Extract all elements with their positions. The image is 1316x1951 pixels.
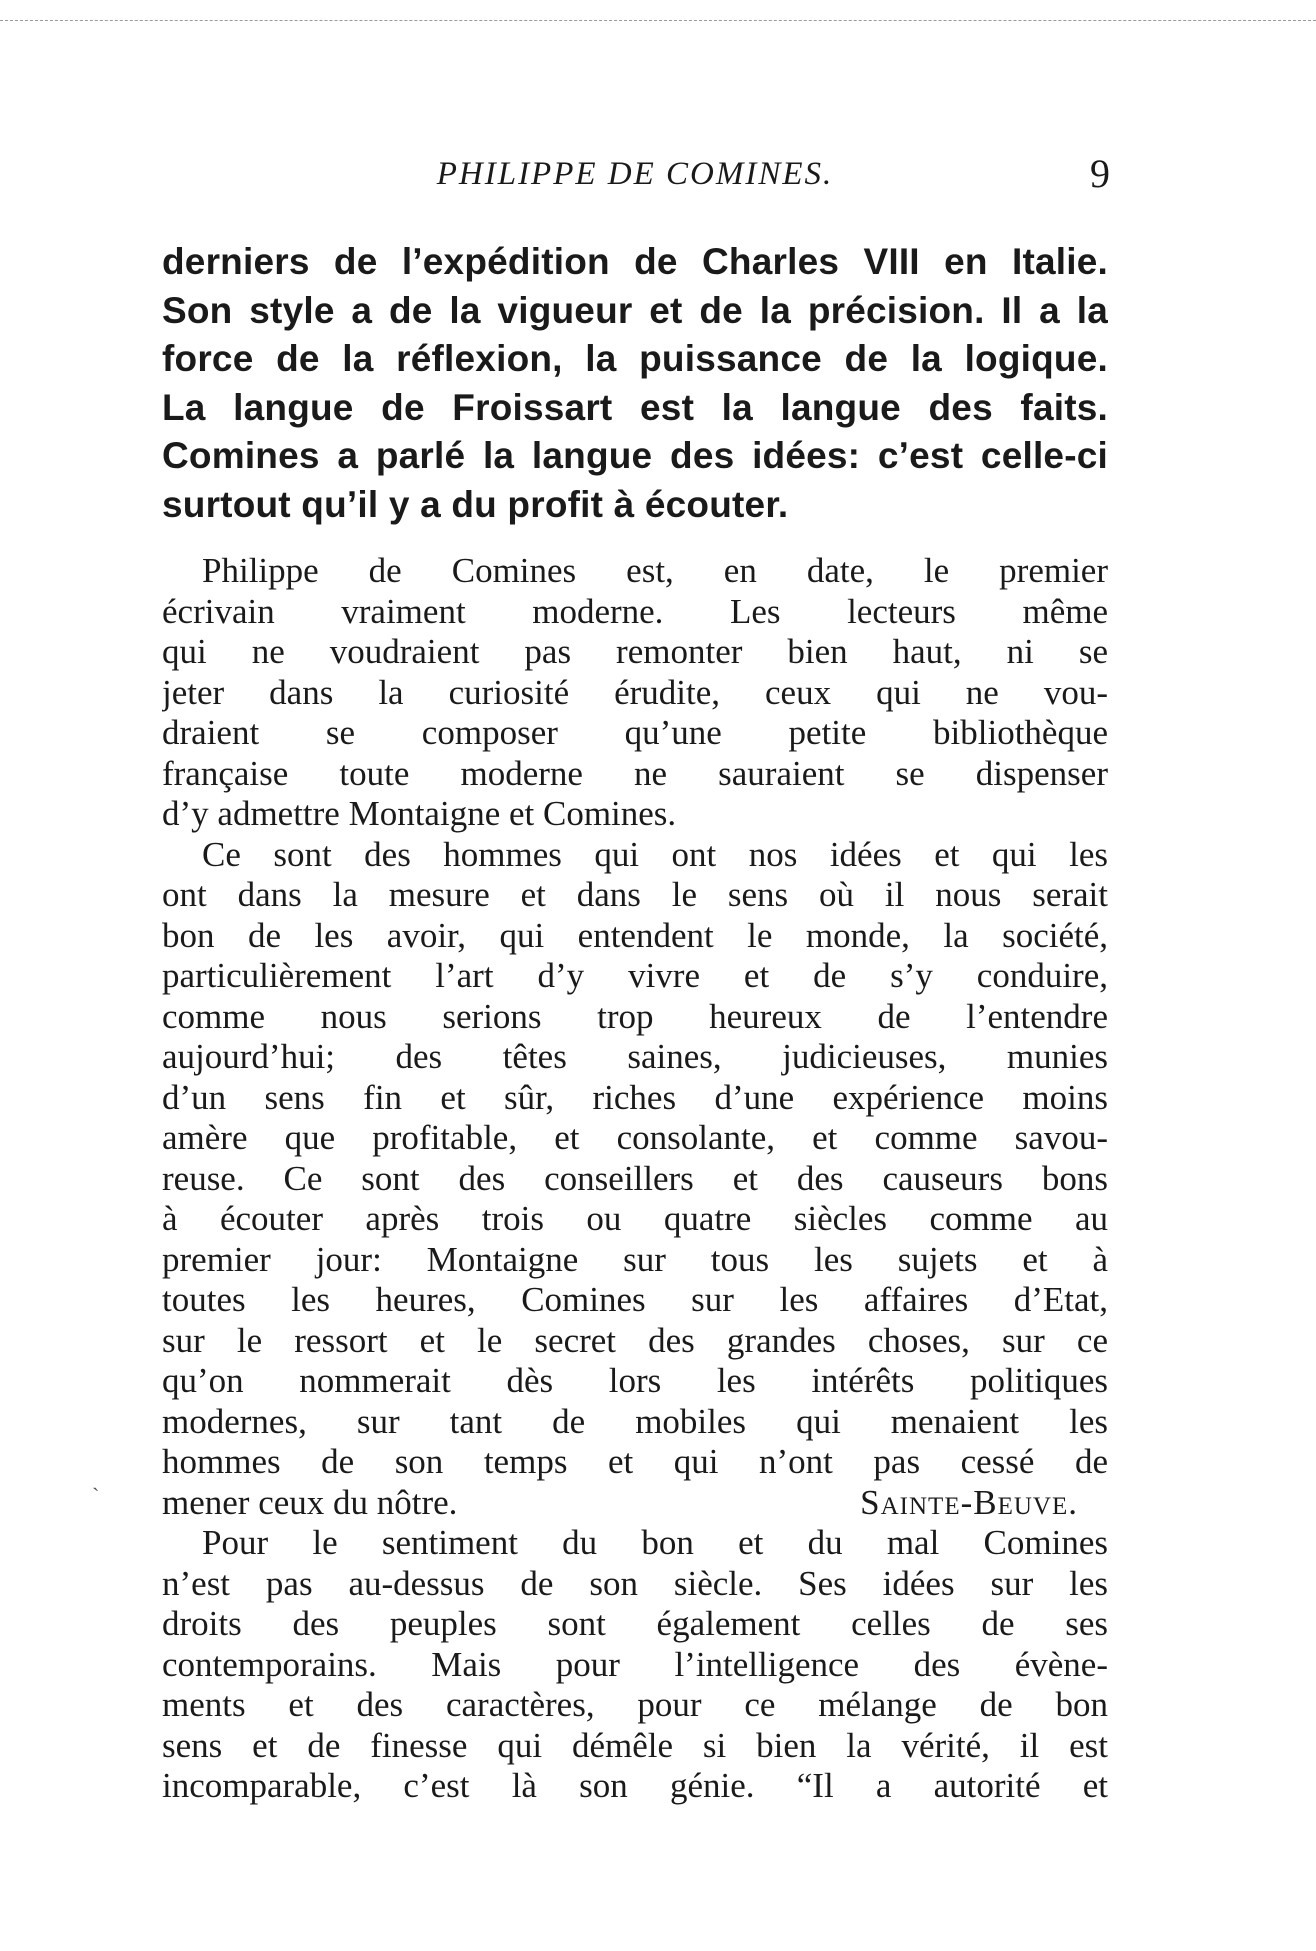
quote-attribution: Sainte-Beuve. — [860, 1482, 1078, 1522]
text-line: particulièrement l’art d’y vivre et de s’y conduire, — [162, 956, 1108, 995]
paragraph-2 — [162, 551, 1108, 835]
text-line: d’y admettre Montaigne et Comines. — [162, 794, 677, 833]
attribution-line — [162, 1483, 1108, 1524]
text-line: écrivain vraiment moderne. Les lecteurs même — [162, 591, 1108, 631]
text-line: derniers de l’expédition de Charles VIII en Italie. — [162, 241, 1108, 282]
text-line: française toute moderne ne sauraient se dispenser — [162, 753, 1108, 793]
paragraph-1 — [162, 238, 1108, 529]
text-line: Philippe de Comines est, en date, le premier — [202, 551, 1108, 590]
text-line: d’un sens fin et sûr, riches d’une expérience moins — [162, 1077, 1108, 1117]
text-line: n’est pas au-dessus de son siècle. Ses idées sur les — [162, 1563, 1108, 1603]
text-line: incomparable, c’est là son génie. “Il a autorité et — [162, 1766, 1108, 1805]
text-line: qui ne voudraient pas remonter bien haut, ni se — [162, 632, 1108, 671]
text-line: hommes de son temps et qui n’ont pas cessé de — [162, 1442, 1108, 1481]
text-line: jeter dans la curiosité érudite, ceux qui ne vou- — [162, 672, 1108, 712]
text-line: premier jour: Montaigne sur tous les sujets et à — [162, 1239, 1108, 1279]
text-line: force de la réflexion, la puissance de la logique. — [162, 338, 1108, 379]
text-line: reuse. Ce sont des conseillers et des causeurs bons — [162, 1158, 1108, 1198]
body-text — [162, 238, 1108, 1807]
text-line: à écouter après trois ou quatre siècles comme au — [162, 1199, 1108, 1238]
text-line: Ce sont des hommes qui ont nos idées et qui les — [202, 834, 1108, 874]
text-line: sens et de finesse qui démêle si bien la vérité, il est — [162, 1725, 1108, 1765]
text-line: Comines a parlé la langue des idées: c’est celle-ci — [162, 435, 1108, 476]
text-line: amère que profitable, et consolante, et comme savou- — [162, 1118, 1108, 1157]
text-line: modernes, sur tant de mobiles qui menaient les — [162, 1401, 1108, 1441]
text-line: toutes les heures, Comines sur les affaires d’Etat, — [162, 1280, 1108, 1319]
text-line: Son style a de la vigueur et de la précision. Il a la — [162, 289, 1108, 331]
running-head: PHILIPPE DE COMINES. — [436, 156, 834, 192]
text-line: mener ceux du nôtre. — [162, 1482, 458, 1522]
text-line: qu’on nommerait dès lors les intérêts politiques — [162, 1361, 1108, 1400]
margin-pen-mark: ˏ — [92, 1466, 100, 1491]
page-header — [160, 150, 1110, 200]
text-line: surtout qu’il y a du profit à écouter. — [162, 483, 789, 525]
text-line: aujourd’hui; des têtes saines, judicieuses, munies — [162, 1037, 1108, 1076]
paragraph-4 — [162, 1523, 1108, 1807]
text-line: droits des peuples sont également celles de ses — [162, 1604, 1108, 1643]
text-line: sur le ressort et le secret des grandes choses, sur ce — [162, 1320, 1108, 1360]
top-edge-rule — [0, 20, 1316, 21]
text-line: contemporains. Mais pour l’intelligence des évène- — [162, 1644, 1108, 1684]
text-line: comme nous serions trop heureux de l’entendre — [162, 996, 1108, 1036]
text-line: ont dans la mesure et dans le sens où il nous serait — [162, 875, 1108, 914]
text-line: ments et des caractères, pour ce mélange de bon — [162, 1685, 1108, 1724]
text-line: bon de les avoir, qui entendent le monde, la société, — [162, 915, 1108, 955]
page-number: 9 — [1090, 151, 1110, 196]
paragraph-3 — [162, 835, 1108, 1524]
text-line: Pour le sentiment du bon et du mal Comines — [202, 1523, 1108, 1562]
text-line: La langue de Froissart est la langue des faits. — [162, 386, 1108, 428]
text-line: draient se composer qu’une petite bibliothèque — [162, 713, 1108, 752]
